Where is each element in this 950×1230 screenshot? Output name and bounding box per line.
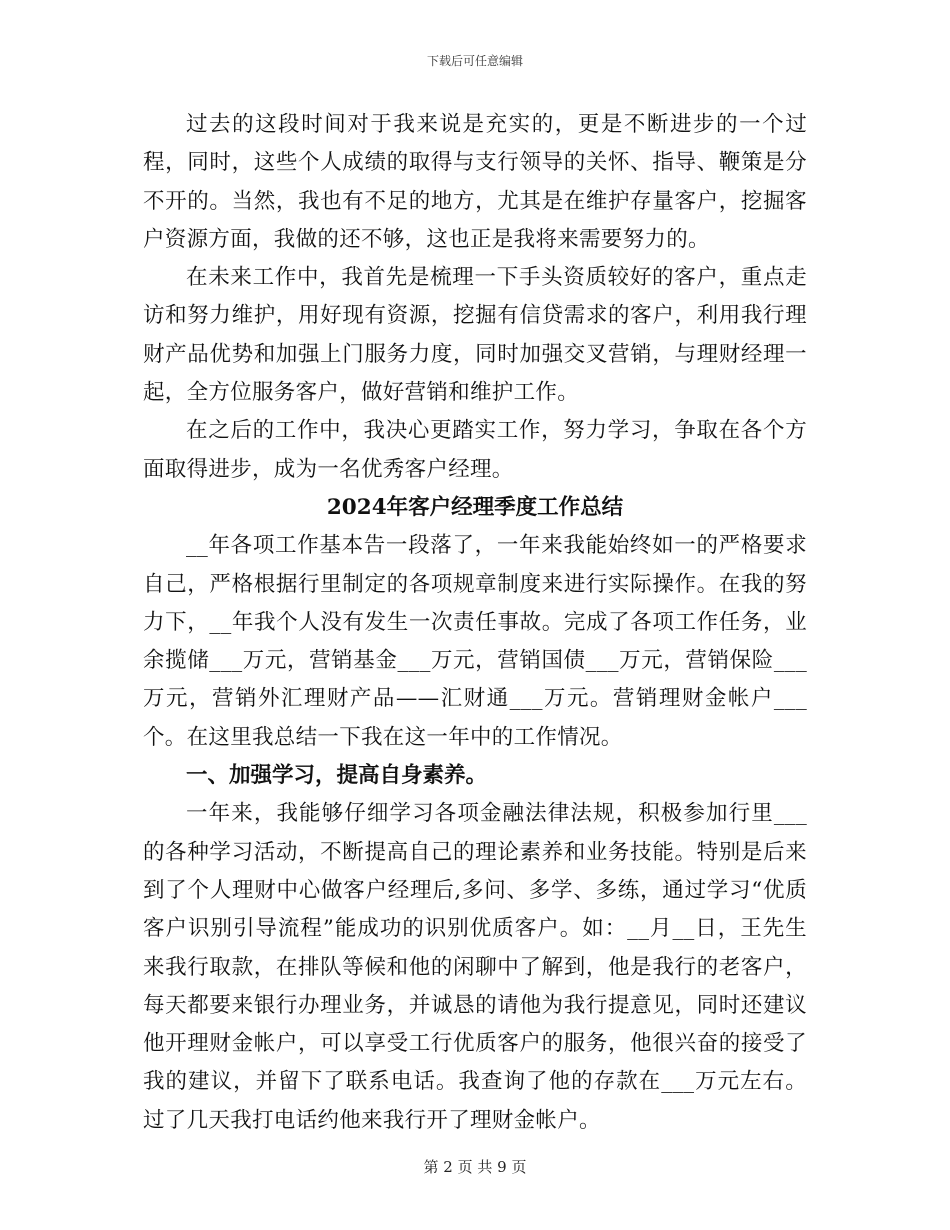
section-title: 2024年客户经理季度工作总结 (326, 494, 624, 520)
document-body (143, 106, 807, 1140)
section-intro: __年各项工作基本告一段落了，一年来我能始终如一的严格要求自己，严格根据行里制定的各项规章制度来进行实际操作。在我的努力下，__年我个人没有发生一次责任事故。完成了各项工作任务，业余揽储___万元，营销基金___万元，营销国债___万元，营销保险___万元，营销外汇理财产品——汇财通___万元。营销理财金帐户___个。在这里我总结一下我在这一年中的工作情况。 (143, 533, 807, 750)
paragraph-2: 在未来工作中，我首先是梳理一下手头资质较好的客户，重点走访和努力维护，用好现有资源，挖掘有信贷需求的客户，利用我行理财产品优势和加强上门服务力度，同时加强交叉营销，与理财经理一起，全方位服务客户，做好营销和维护工作。 (143, 265, 807, 406)
page-number: 第 2 页 共 9 页 (423, 1158, 527, 1176)
section-heading-1: 一、加强学习，提高自身素养。 (186, 763, 488, 789)
section-body-1: 一年来，我能够仔细学习各项金融法律法规，积极参加行里___的各种学习活动，不断提高自己的理论素养和业务技能。特别是后来到了个人理财中心做客户经理后,多问、多学、多练，通过学习“优质客户识别引导流程”能成功的识别优质客户。如：__月__日，王先生来我行取款，在排队等候和他的闲聊中了解到，他是我行的老客户，每天都要来银行办理业务，并诚恳的请他为我行提意见，同时还建议他开理财金帐户，可以享受工行优质客户的服务，他很兴奋的接受了我的建议，并留下了联系电话。我查询了他的存款在___万元左右。过了几天我打电话约他来我行开了理财金帐户。 (143, 801, 807, 1133)
paragraph-1: 过去的这段时间对于我来说是充实的，更是不断进步的一个过程，同时，这些个人成绩的取得与支行领导的关怀、指导、鞭策是分不开的。当然，我也有不足的地方，尤其是在维护存量客户，挖掘客户资源方面，我做的还不够，这也正是我将来需要努力的。 (143, 112, 807, 252)
paragraph-3: 在之后的工作中，我决心更踏实工作，努力学习，争取在各个方面取得进步，成为一名优秀客户经理。 (143, 418, 807, 482)
page-header-note: 下载后可任意编辑 (426, 54, 523, 68)
